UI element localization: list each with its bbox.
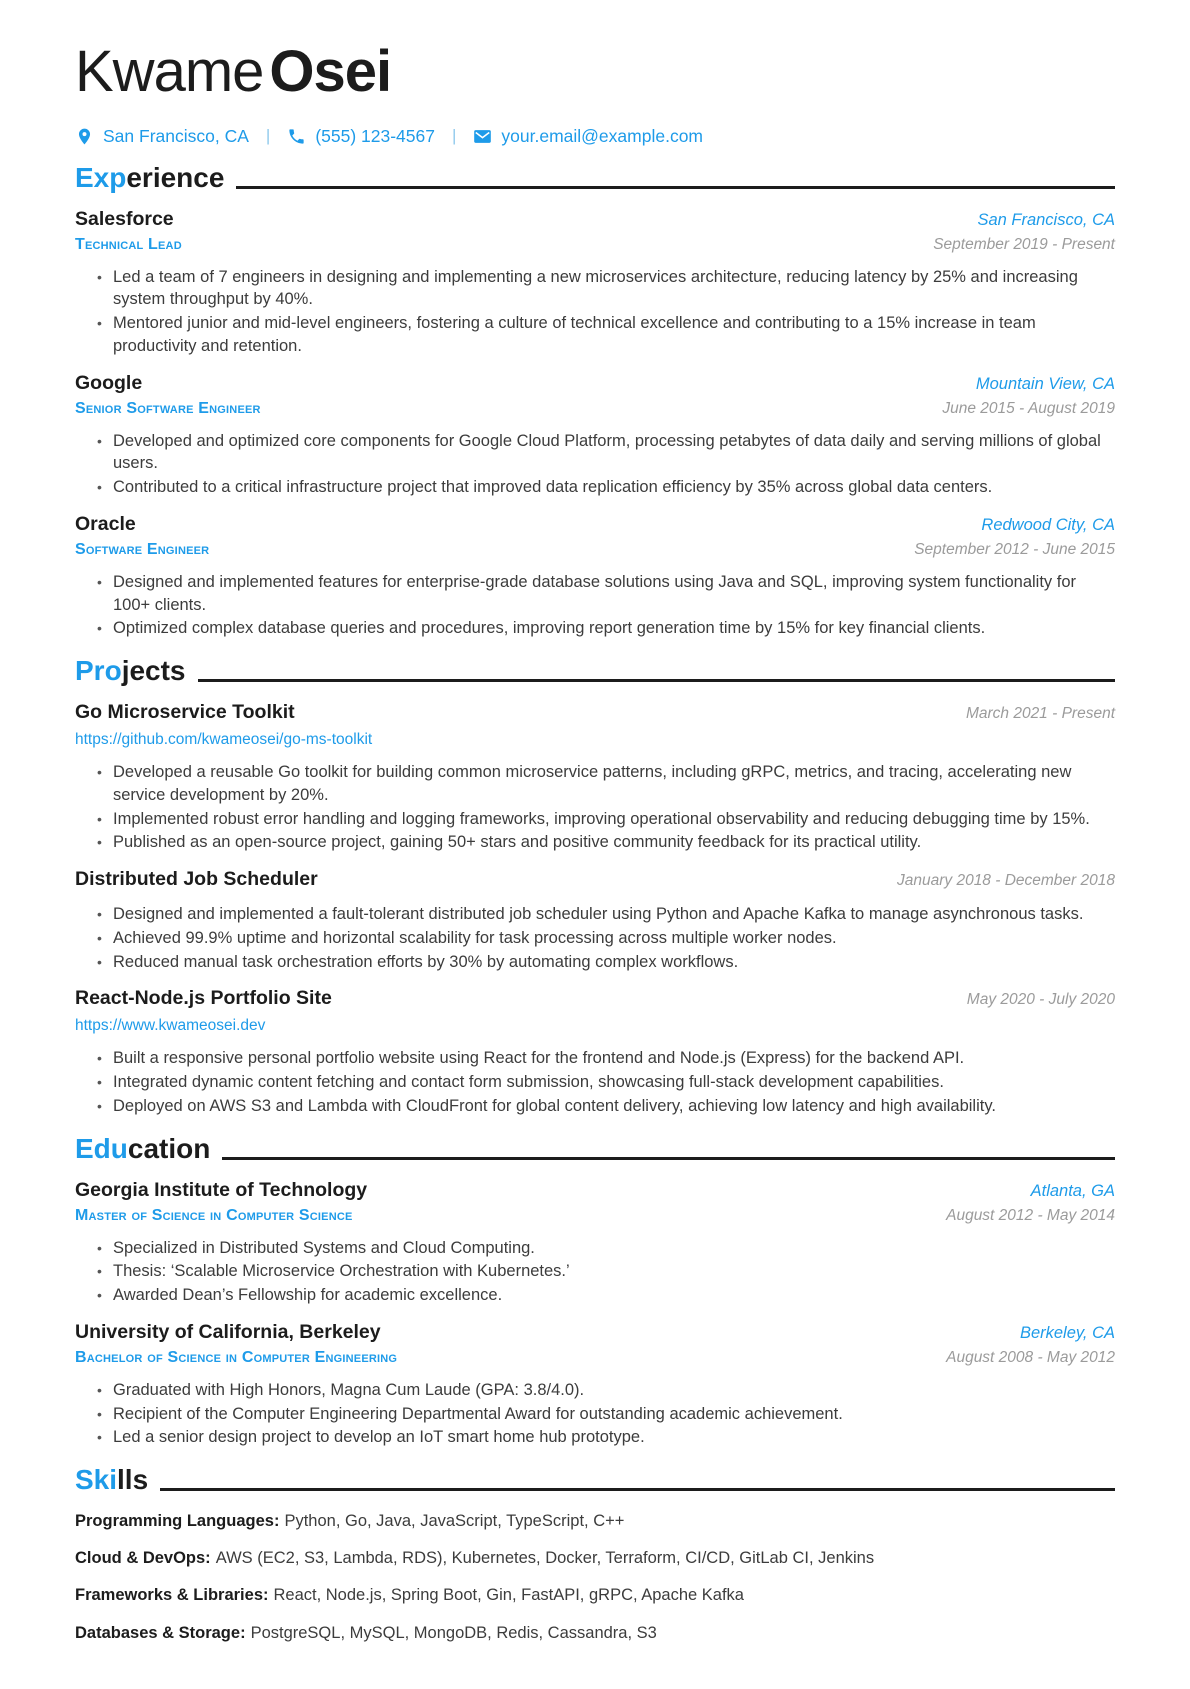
section-rule [160, 1488, 1115, 1491]
entry-dates: August 2008 - May 2012 [946, 1348, 1115, 1366]
project-url-link[interactable]: https://github.com/kwameosei/go-ms-toolkit [75, 731, 373, 749]
bullet-item: • Achieved 99.9% uptime and horizontal scalability for task processing across multiple worker nodes. [97, 927, 1115, 950]
last-name: Osei [269, 39, 392, 104]
contact-separator: | [451, 126, 457, 146]
contact-bar [75, 126, 1115, 147]
section-rule [222, 1157, 1115, 1160]
project-name: Go Microservice Toolkit [75, 701, 295, 724]
degree-title: Master of Science in Computer Science [75, 1206, 353, 1224]
skill-line [75, 1510, 1115, 1532]
bullet-list [97, 761, 1115, 854]
company-name: Google [75, 371, 143, 394]
job-title: Software Engineer [75, 540, 210, 558]
bullet-item: • Integrated dynamic content fetching and contact form submission, showcasing full-stack development capabilities. [97, 1071, 1115, 1094]
job-title: Technical Lead [75, 235, 182, 253]
skill-category-label: Cloud & DevOps: [75, 1549, 211, 1568]
skill-values: React, Node.js, Spring Boot, Gin, FastAPI, gRPC, Apache Kafka [273, 1586, 744, 1605]
section-header-skills [75, 1465, 1115, 1496]
entry-location: Atlanta, GA [1030, 1181, 1115, 1200]
bullet-item: • Developed a reusable Go toolkit for building common microservice patterns, including gRPC, metrics, and tracing, accelerating new service development by 20%. [97, 761, 1115, 807]
project-entry [75, 701, 1115, 854]
bullet-list [97, 1237, 1115, 1307]
degree-title: Bachelor of Science in Computer Engineering [75, 1348, 398, 1366]
section-title-rest: erience [126, 161, 225, 193]
contact-location [75, 126, 249, 147]
envelope-icon [473, 127, 492, 146]
bullet-item: • Built a responsive personal portfolio website using React for the frontend and Node.js (Express) for the backend API. [97, 1047, 1115, 1070]
school-name: Georgia Institute of Technology [75, 1178, 368, 1201]
skill-line [75, 1547, 1115, 1569]
entry-dates: May 2020 - July 2020 [966, 991, 1115, 1009]
bullet-item: • Developed and optimized core components for Google Cloud Platform, processing petabytes of data daily and serving millions of global users. [97, 430, 1115, 476]
company-name: Oracle [75, 512, 136, 535]
section-header-experience [75, 163, 1115, 194]
experience-entry [75, 208, 1115, 358]
entry-location: Redwood City, CA [981, 515, 1115, 534]
education-entry [75, 1179, 1115, 1307]
entry-dates: June 2015 - August 2019 [942, 399, 1115, 417]
section-title-rest: cation [127, 1132, 211, 1164]
skill-line [75, 1584, 1115, 1606]
section-title-accent: Edu [75, 1132, 128, 1164]
entry-location: San Francisco, CA [977, 210, 1115, 229]
bullet-item: • Graduated with High Honors, Magna Cum Laude (GPA: 3.8/4.0). [97, 1379, 1115, 1402]
section-rule [198, 679, 1115, 682]
bullet-item: • Thesis: ‘Scalable Microservice Orchestration with Kubernetes.’ [97, 1260, 1115, 1283]
section-title-rest: lls [117, 1464, 149, 1496]
section-title-accent: Pro [75, 655, 122, 687]
experience-entry [75, 372, 1115, 499]
experience-entry [75, 513, 1115, 640]
phone-text: (555) 123-4567 [315, 125, 435, 146]
section-rule [236, 186, 1115, 189]
job-title: Senior Software Engineer [75, 399, 261, 417]
section-header-projects [75, 656, 1115, 687]
bullet-item: • Deployed on AWS S3 and Lambda with CloudFront for global content delivery, achieving low latency and high availability. [97, 1095, 1115, 1118]
project-url-link[interactable]: https://www.kwameosei.dev [75, 1017, 266, 1035]
section-title-accent: Ski [75, 1464, 118, 1496]
skill-values: Python, Go, Java, JavaScript, TypeScript, C++ [284, 1511, 625, 1530]
bullet-item: • Implemented robust error handling and logging frameworks, improving operational observability and reducing debugging time by 15%. [97, 808, 1115, 831]
entry-location: Berkeley, CA [1019, 1323, 1115, 1342]
bullet-item: • Recipient of the Computer Engineering Departmental Award for outstanding academic achievement. [97, 1403, 1115, 1426]
project-name: Distributed Job Scheduler [75, 868, 318, 891]
bullet-item: • Awarded Dean’s Fellowship for academic excellence. [97, 1284, 1115, 1307]
contact-phone [287, 126, 435, 147]
bullet-list [97, 266, 1115, 358]
page-title [75, 40, 1115, 104]
entry-location: Mountain View, CA [975, 374, 1115, 393]
bullet-list [97, 903, 1115, 973]
entry-dates: August 2012 - May 2014 [946, 1206, 1115, 1224]
project-name: React-Node.js Portfolio Site [75, 987, 332, 1010]
skill-values: PostgreSQL, MySQL, MongoDB, Redis, Cassandra, S3 [250, 1623, 657, 1642]
skill-line [75, 1622, 1115, 1644]
section-title-accent: Exp [75, 161, 127, 193]
location-pin-icon [75, 127, 94, 146]
contact-email [473, 126, 703, 147]
bullet-item: • Led a team of 7 engineers in designing and implementing a new microservices architecture, reducing latency by 25% and increasing system throughput by 40%. [97, 266, 1115, 312]
contact-separator: | [265, 126, 271, 146]
project-entry [75, 868, 1115, 973]
project-entry [75, 987, 1115, 1117]
phone-icon [287, 127, 306, 146]
bullet-item: • Led a senior design project to develop an IoT smart home hub prototype. [97, 1426, 1115, 1449]
entry-dates: September 2012 - June 2015 [914, 540, 1115, 558]
skill-category-label: Frameworks & Libraries: [75, 1586, 269, 1605]
bullet-item: • Optimized complex database queries and procedures, improving report generation time by 15% for key financial clients. [97, 617, 1115, 640]
skill-values: AWS (EC2, S3, Lambda, RDS), Kubernetes, Docker, Terraform, CI/CD, GitLab CI, Jenkins [215, 1549, 875, 1568]
entry-dates: September 2019 - Present [933, 235, 1115, 253]
bullet-item: • Designed and implemented features for enterprise-grade database solutions using Java and SQL, improving system functionality for 100+ clients. [97, 571, 1115, 617]
section-title-rest: jects [121, 655, 186, 687]
section-header-education [75, 1134, 1115, 1165]
bullet-list [97, 571, 1115, 640]
email-link[interactable]: your.email@example.com [501, 125, 703, 146]
education-entry [75, 1321, 1115, 1449]
school-name: University of California, Berkeley [75, 1320, 381, 1343]
bullet-item: • Mentored junior and mid-level engineers, fostering a culture of technical excellence and contributing to a 15% increase in team productivity and retention. [97, 312, 1115, 358]
location-text: San Francisco, CA [103, 125, 249, 146]
bullet-item: • Reduced manual task orchestration efforts by 30% by automating complex workflows. [97, 951, 1115, 974]
company-name: Salesforce [75, 207, 174, 230]
bullet-list [97, 430, 1115, 499]
bullet-item: • Designed and implemented a fault-tolerant distributed job scheduler using Python and Apache Kafka to manage asynchronous tasks. [97, 903, 1115, 926]
bullet-list [97, 1047, 1115, 1117]
bullet-item: • Contributed to a critical infrastructure project that improved data replication efficiency by 35% across global data centers. [97, 476, 1115, 499]
bullet-item: • Specialized in Distributed Systems and Cloud Computing. [97, 1237, 1115, 1260]
bullet-item: • Published as an open-source project, gaining 50+ stars and positive community feedback for its practical utility. [97, 831, 1115, 854]
entry-dates: March 2021 - Present [965, 705, 1115, 723]
skill-category-label: Databases & Storage: [75, 1623, 246, 1642]
first-name: Kwame [75, 39, 264, 104]
entry-dates: January 2018 - December 2018 [897, 872, 1115, 890]
bullet-list [97, 1379, 1115, 1449]
skill-category-label: Programming Languages: [75, 1511, 280, 1530]
